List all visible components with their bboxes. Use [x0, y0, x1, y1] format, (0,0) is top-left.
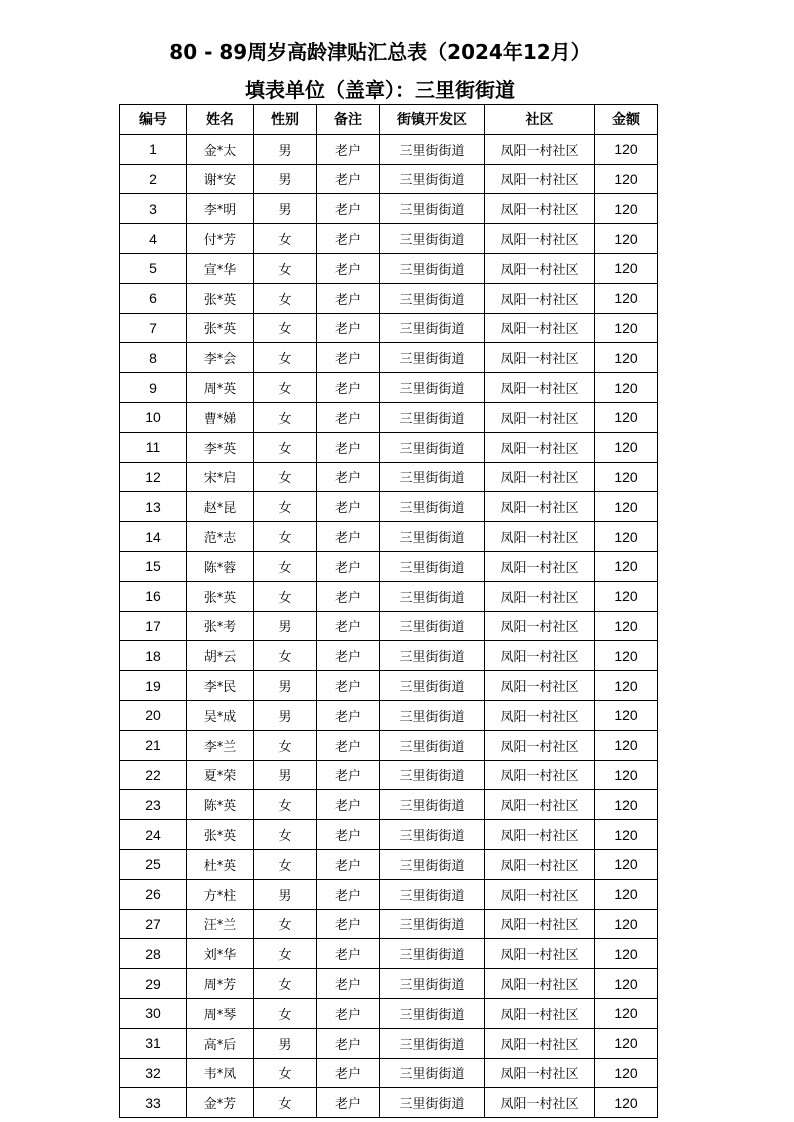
row-number: 15: [120, 551, 187, 581]
table-row: [120, 879, 658, 909]
row-amount: 120: [595, 253, 658, 283]
row-amount: 120: [595, 998, 658, 1028]
row-remark: 老户: [317, 611, 380, 641]
row-street: 三里街街道: [380, 373, 485, 403]
row-remark: 老户: [317, 1088, 380, 1118]
row-number: 28: [120, 939, 187, 969]
row-remark: 老户: [317, 522, 380, 552]
table-row: [120, 224, 658, 254]
row-gender: 女: [254, 1088, 317, 1118]
table-row: [120, 134, 658, 164]
row-number: 21: [120, 730, 187, 760]
row-number: 8: [120, 343, 187, 373]
row-amount: 120: [595, 462, 658, 492]
row-amount: 120: [595, 730, 658, 760]
row-name: 金*芳: [187, 1088, 254, 1118]
row-remark: 老户: [317, 194, 380, 224]
row-remark: 老户: [317, 909, 380, 939]
row-number: 31: [120, 1028, 187, 1058]
row-amount: 120: [595, 224, 658, 254]
table-row: [120, 581, 658, 611]
header-name: 姓名: [187, 105, 254, 135]
table-row: [120, 253, 658, 283]
row-gender: 女: [254, 373, 317, 403]
table-row: [120, 373, 658, 403]
row-gender: 男: [254, 611, 317, 641]
row-remark: 老户: [317, 432, 380, 462]
header-remark: 备注: [317, 105, 380, 135]
table-row: [120, 820, 658, 850]
row-gender: 女: [254, 969, 317, 999]
row-number: 1: [120, 134, 187, 164]
row-remark: 老户: [317, 551, 380, 581]
row-number: 3: [120, 194, 187, 224]
row-street: 三里街街道: [380, 671, 485, 701]
row-street: 三里街街道: [380, 790, 485, 820]
row-amount: 120: [595, 611, 658, 641]
row-remark: 老户: [317, 224, 380, 254]
row-name: 宋*启: [187, 462, 254, 492]
row-community: 凤阳一村社区: [485, 760, 595, 790]
table-row: [120, 1028, 658, 1058]
header-amount: 金额: [595, 105, 658, 135]
row-amount: 120: [595, 760, 658, 790]
row-street: 三里街街道: [380, 432, 485, 462]
row-name: 方*柱: [187, 879, 254, 909]
row-name: 周*琴: [187, 998, 254, 1028]
row-community: 凤阳一村社区: [485, 492, 595, 522]
table-row: [120, 343, 658, 373]
row-remark: 老户: [317, 700, 380, 730]
row-name: 张*英: [187, 581, 254, 611]
subsidy-table: [119, 104, 658, 1118]
row-community: 凤阳一村社区: [485, 402, 595, 432]
row-street: 三里街街道: [380, 1088, 485, 1118]
row-amount: 120: [595, 820, 658, 850]
table-row: [120, 998, 658, 1028]
row-community: 凤阳一村社区: [485, 1058, 595, 1088]
row-street: 三里街街道: [380, 164, 485, 194]
table-row: [120, 1088, 658, 1118]
row-remark: 老户: [317, 730, 380, 760]
row-community: 凤阳一村社区: [485, 730, 595, 760]
row-gender: 女: [254, 462, 317, 492]
row-gender: 女: [254, 402, 317, 432]
header-street: 街镇开发区: [380, 105, 485, 135]
row-name: 李*兰: [187, 730, 254, 760]
row-gender: 女: [254, 581, 317, 611]
row-community: 凤阳一村社区: [485, 313, 595, 343]
row-community: 凤阳一村社区: [485, 879, 595, 909]
table-row: [120, 283, 658, 313]
row-community: 凤阳一村社区: [485, 671, 595, 701]
table-row: [120, 611, 658, 641]
row-number: 2: [120, 164, 187, 194]
row-remark: 老户: [317, 283, 380, 313]
row-number: 22: [120, 760, 187, 790]
row-name: 张*考: [187, 611, 254, 641]
row-amount: 120: [595, 492, 658, 522]
row-name: 张*英: [187, 820, 254, 850]
row-gender: 女: [254, 820, 317, 850]
row-street: 三里街街道: [380, 611, 485, 641]
row-remark: 老户: [317, 1028, 380, 1058]
row-amount: 120: [595, 581, 658, 611]
row-street: 三里街街道: [380, 730, 485, 760]
row-gender: 男: [254, 700, 317, 730]
row-name: 李*英: [187, 432, 254, 462]
row-street: 三里街街道: [380, 253, 485, 283]
table-row: [120, 969, 658, 999]
row-number: 17: [120, 611, 187, 641]
row-gender: 女: [254, 283, 317, 313]
row-name: 陈*蓉: [187, 551, 254, 581]
row-community: 凤阳一村社区: [485, 909, 595, 939]
row-number: 13: [120, 492, 187, 522]
row-gender: 女: [254, 432, 317, 462]
header-community: 社区: [485, 105, 595, 135]
row-amount: 120: [595, 671, 658, 701]
table-row: [120, 432, 658, 462]
row-remark: 老户: [317, 581, 380, 611]
row-community: 凤阳一村社区: [485, 343, 595, 373]
row-community: 凤阳一村社区: [485, 849, 595, 879]
row-remark: 老户: [317, 402, 380, 432]
row-amount: 120: [595, 164, 658, 194]
row-name: 胡*云: [187, 641, 254, 671]
row-name: 陈*英: [187, 790, 254, 820]
row-remark: 老户: [317, 879, 380, 909]
row-street: 三里街街道: [380, 462, 485, 492]
row-number: 5: [120, 253, 187, 283]
table-row: [120, 849, 658, 879]
row-amount: 120: [595, 402, 658, 432]
row-community: 凤阳一村社区: [485, 820, 595, 850]
row-community: 凤阳一村社区: [485, 373, 595, 403]
table-row: [120, 909, 658, 939]
row-community: 凤阳一村社区: [485, 134, 595, 164]
row-name: 刘*华: [187, 939, 254, 969]
row-gender: 男: [254, 134, 317, 164]
row-amount: 120: [595, 909, 658, 939]
row-community: 凤阳一村社区: [485, 611, 595, 641]
row-street: 三里街街道: [380, 492, 485, 522]
row-number: 27: [120, 909, 187, 939]
row-number: 7: [120, 313, 187, 343]
row-gender: 女: [254, 313, 317, 343]
row-remark: 老户: [317, 760, 380, 790]
row-amount: 120: [595, 551, 658, 581]
row-community: 凤阳一村社区: [485, 939, 595, 969]
table-row: [120, 462, 658, 492]
row-street: 三里街街道: [380, 700, 485, 730]
row-street: 三里街街道: [380, 402, 485, 432]
row-community: 凤阳一村社区: [485, 462, 595, 492]
header-number: 编号: [120, 105, 187, 135]
row-name: 张*英: [187, 283, 254, 313]
row-gender: 女: [254, 224, 317, 254]
row-amount: 120: [595, 1088, 658, 1118]
row-name: 杜*英: [187, 849, 254, 879]
row-amount: 120: [595, 522, 658, 552]
row-number: 25: [120, 849, 187, 879]
row-gender: 男: [254, 671, 317, 701]
row-amount: 120: [595, 879, 658, 909]
row-number: 23: [120, 790, 187, 820]
row-number: 19: [120, 671, 187, 701]
row-amount: 120: [595, 373, 658, 403]
table-row: [120, 671, 658, 701]
row-amount: 120: [595, 194, 658, 224]
row-remark: 老户: [317, 492, 380, 522]
row-name: 范*志: [187, 522, 254, 552]
row-name: 夏*荣: [187, 760, 254, 790]
row-gender: 男: [254, 1028, 317, 1058]
row-number: 12: [120, 462, 187, 492]
row-street: 三里街街道: [380, 760, 485, 790]
row-remark: 老户: [317, 1058, 380, 1088]
row-number: 20: [120, 700, 187, 730]
table-row: [120, 760, 658, 790]
row-street: 三里街街道: [380, 998, 485, 1028]
table-row: [120, 939, 658, 969]
row-gender: 女: [254, 253, 317, 283]
row-number: 30: [120, 998, 187, 1028]
row-gender: 女: [254, 849, 317, 879]
row-amount: 120: [595, 1058, 658, 1088]
row-community: 凤阳一村社区: [485, 224, 595, 254]
row-street: 三里街街道: [380, 313, 485, 343]
row-amount: 120: [595, 343, 658, 373]
row-number: 11: [120, 432, 187, 462]
row-remark: 老户: [317, 373, 380, 403]
row-number: 29: [120, 969, 187, 999]
document-title: 80 - 89周岁高龄津贴汇总表（2024年12月）: [169, 40, 591, 64]
row-gender: 女: [254, 343, 317, 373]
table-header-row: [120, 105, 658, 135]
table-row: [120, 164, 658, 194]
table-row: [120, 402, 658, 432]
row-community: 凤阳一村社区: [485, 283, 595, 313]
row-name: 吴*成: [187, 700, 254, 730]
row-number: 18: [120, 641, 187, 671]
row-number: 6: [120, 283, 187, 313]
fill-unit-line: 填表单位（盖章）：三里街街道: [245, 78, 515, 102]
row-remark: 老户: [317, 253, 380, 283]
row-name: 韦*凤: [187, 1058, 254, 1088]
row-amount: 120: [595, 134, 658, 164]
table-row: [120, 551, 658, 581]
row-community: 凤阳一村社区: [485, 1088, 595, 1118]
row-name: 宣*华: [187, 253, 254, 283]
row-gender: 女: [254, 939, 317, 969]
row-remark: 老户: [317, 462, 380, 492]
row-street: 三里街街道: [380, 1058, 485, 1088]
row-name: 曹*娣: [187, 402, 254, 432]
row-name: 高*后: [187, 1028, 254, 1058]
row-remark: 老户: [317, 998, 380, 1028]
row-number: 24: [120, 820, 187, 850]
row-amount: 120: [595, 432, 658, 462]
row-gender: 男: [254, 760, 317, 790]
row-amount: 120: [595, 939, 658, 969]
row-gender: 女: [254, 492, 317, 522]
table-row: [120, 730, 658, 760]
row-amount: 120: [595, 790, 658, 820]
table-body: [120, 134, 658, 1117]
row-street: 三里街街道: [380, 849, 485, 879]
row-gender: 女: [254, 909, 317, 939]
row-gender: 男: [254, 194, 317, 224]
row-street: 三里街街道: [380, 343, 485, 373]
row-amount: 120: [595, 283, 658, 313]
row-number: 16: [120, 581, 187, 611]
row-remark: 老户: [317, 641, 380, 671]
row-community: 凤阳一村社区: [485, 790, 595, 820]
row-street: 三里街街道: [380, 879, 485, 909]
row-street: 三里街街道: [380, 939, 485, 969]
row-remark: 老户: [317, 939, 380, 969]
row-street: 三里街街道: [380, 581, 485, 611]
table-row: [120, 492, 658, 522]
row-number: 14: [120, 522, 187, 552]
row-street: 三里街街道: [380, 551, 485, 581]
row-remark: 老户: [317, 969, 380, 999]
row-gender: 男: [254, 879, 317, 909]
row-community: 凤阳一村社区: [485, 581, 595, 611]
row-community: 凤阳一村社区: [485, 253, 595, 283]
row-number: 33: [120, 1088, 187, 1118]
table-row: [120, 522, 658, 552]
table-row: [120, 641, 658, 671]
row-street: 三里街街道: [380, 194, 485, 224]
row-street: 三里街街道: [380, 909, 485, 939]
row-street: 三里街街道: [380, 134, 485, 164]
row-name: 张*英: [187, 313, 254, 343]
table-row: [120, 790, 658, 820]
row-name: 周*英: [187, 373, 254, 403]
row-street: 三里街街道: [380, 641, 485, 671]
row-name: 金*太: [187, 134, 254, 164]
row-remark: 老户: [317, 790, 380, 820]
row-street: 三里街街道: [380, 522, 485, 552]
row-amount: 120: [595, 1028, 658, 1058]
row-number: 4: [120, 224, 187, 254]
row-remark: 老户: [317, 820, 380, 850]
row-number: 9: [120, 373, 187, 403]
row-community: 凤阳一村社区: [485, 551, 595, 581]
row-name: 李*民: [187, 671, 254, 701]
row-street: 三里街街道: [380, 1028, 485, 1058]
row-amount: 120: [595, 969, 658, 999]
row-community: 凤阳一村社区: [485, 522, 595, 552]
row-street: 三里街街道: [380, 969, 485, 999]
row-name: 谢*安: [187, 164, 254, 194]
row-amount: 120: [595, 849, 658, 879]
row-remark: 老户: [317, 134, 380, 164]
row-community: 凤阳一村社区: [485, 700, 595, 730]
row-gender: 女: [254, 790, 317, 820]
row-amount: 120: [595, 641, 658, 671]
row-gender: 女: [254, 998, 317, 1028]
row-gender: 女: [254, 551, 317, 581]
row-community: 凤阳一村社区: [485, 432, 595, 462]
row-gender: 女: [254, 730, 317, 760]
row-gender: 女: [254, 641, 317, 671]
table-row: [120, 194, 658, 224]
row-community: 凤阳一村社区: [485, 164, 595, 194]
row-amount: 120: [595, 700, 658, 730]
row-street: 三里街街道: [380, 224, 485, 254]
row-community: 凤阳一村社区: [485, 998, 595, 1028]
row-community: 凤阳一村社区: [485, 969, 595, 999]
row-name: 李*会: [187, 343, 254, 373]
table-row: [120, 1058, 658, 1088]
row-name: 赵*昆: [187, 492, 254, 522]
row-amount: 120: [595, 313, 658, 343]
row-gender: 男: [254, 164, 317, 194]
header-gender: 性别: [254, 105, 317, 135]
table-row: [120, 700, 658, 730]
row-number: 10: [120, 402, 187, 432]
row-name: 付*芳: [187, 224, 254, 254]
row-street: 三里街街道: [380, 283, 485, 313]
row-street: 三里街街道: [380, 820, 485, 850]
row-number: 26: [120, 879, 187, 909]
row-number: 32: [120, 1058, 187, 1088]
row-remark: 老户: [317, 343, 380, 373]
row-name: 李*明: [187, 194, 254, 224]
row-remark: 老户: [317, 313, 380, 343]
row-remark: 老户: [317, 671, 380, 701]
row-community: 凤阳一村社区: [485, 641, 595, 671]
row-gender: 女: [254, 1058, 317, 1088]
table-row: [120, 313, 658, 343]
row-gender: 女: [254, 522, 317, 552]
row-community: 凤阳一村社区: [485, 1028, 595, 1058]
row-name: 汪*兰: [187, 909, 254, 939]
row-name: 周*芳: [187, 969, 254, 999]
row-community: 凤阳一村社区: [485, 194, 595, 224]
row-remark: 老户: [317, 164, 380, 194]
row-remark: 老户: [317, 849, 380, 879]
